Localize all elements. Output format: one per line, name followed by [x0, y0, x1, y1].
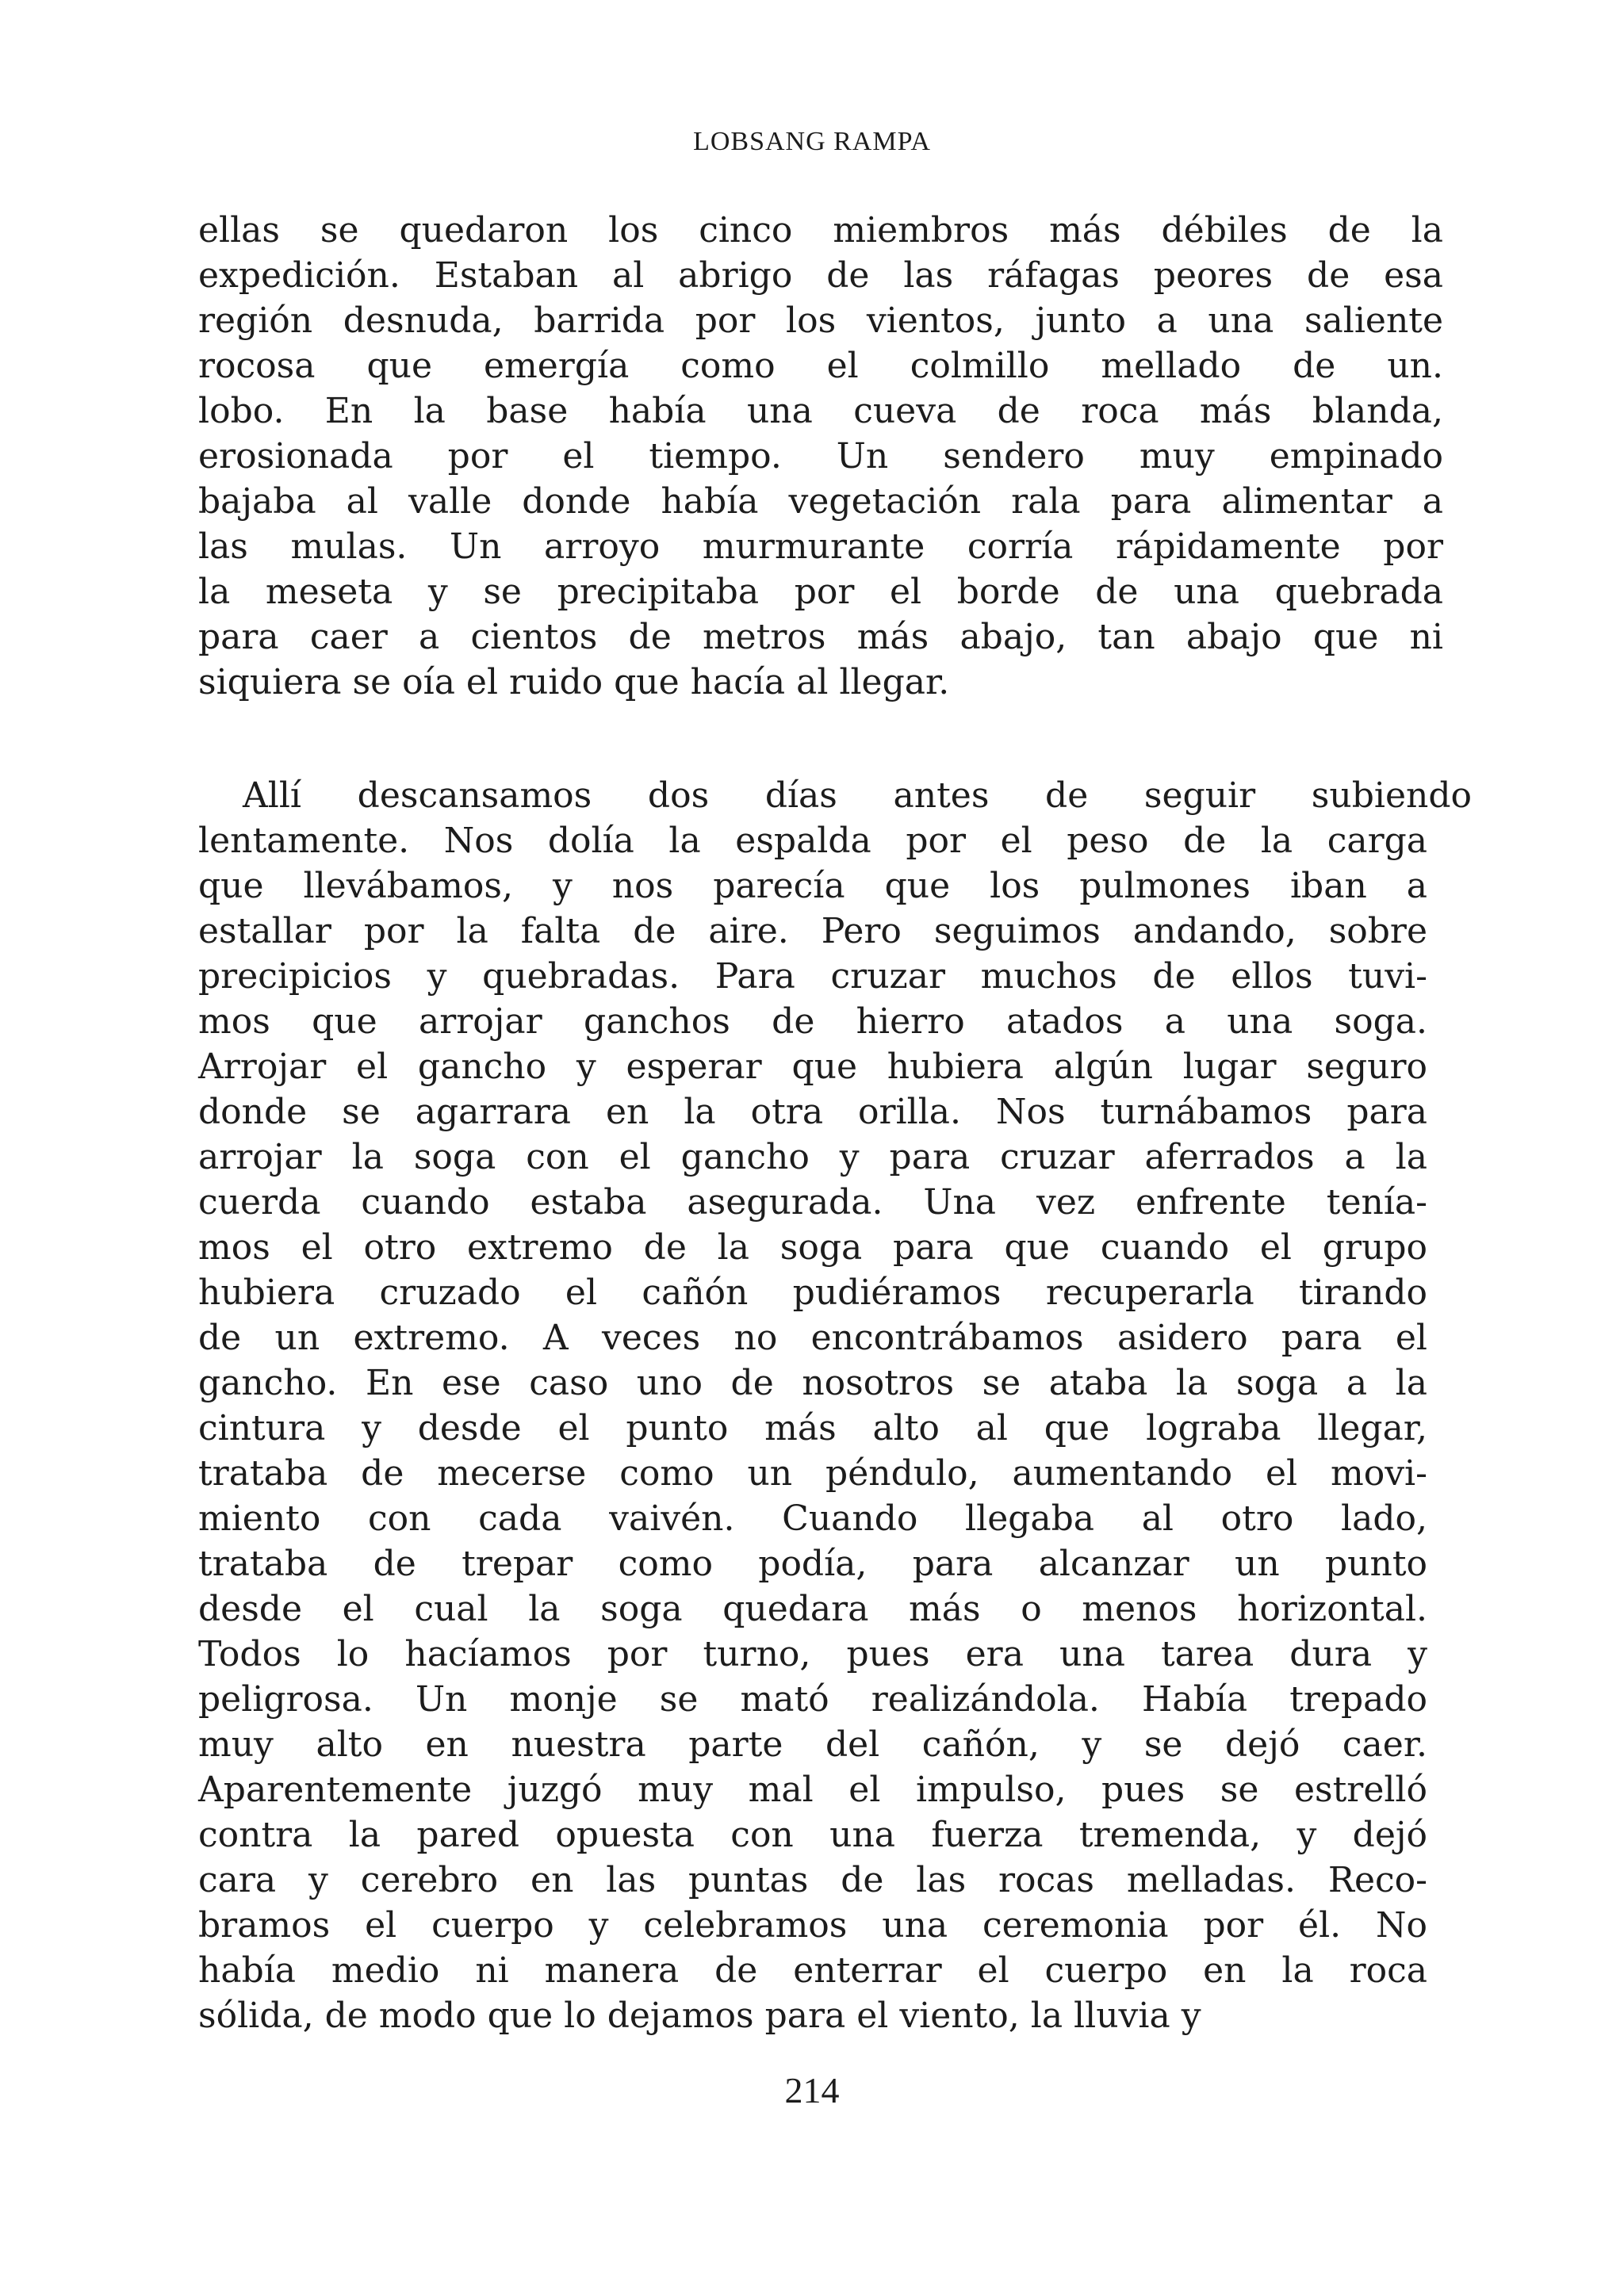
text-line: peligrosa. Un monje se mató realizándola. Había trepado: [198, 1679, 1427, 1720]
text-line: siquiera se oía el ruido que hacía al llegar.: [198, 662, 950, 702]
text-line: desde el cual la soga quedara más o menos horizontal.: [198, 1589, 1427, 1629]
text-line: rocosa que emergía como el colmillo mellado de un.: [198, 346, 1443, 386]
running-header: LOBSANG RAMPA: [693, 127, 931, 156]
text-line: para caer a cientos de metros más abajo, tan abajo que ni: [198, 617, 1443, 657]
paragraph: [198, 773, 1472, 2038]
text-line: lobo. En la base había una cueva de roca más blanda,: [198, 391, 1443, 431]
text-line: las mulas. Un arroyo murmurante corría rápidamente por: [198, 526, 1443, 567]
text-line: erosionada por el tiempo. Un sendero muy empinado: [198, 436, 1443, 476]
text-line: que llevábamos, y nos parecía que los pulmones iban a: [198, 866, 1427, 906]
text-line: cuerda cuando estaba asegurada. Una vez enfrente tenía-: [198, 1182, 1427, 1223]
text-line: cara y cerebro en las puntas de las rocas melladas. Reco-: [198, 1860, 1427, 1900]
text-line: Allí descansamos dos días antes de seguir subiendo: [243, 775, 1472, 816]
paragraph: [198, 208, 1443, 705]
page-body: [198, 208, 1472, 2038]
text-line: estallar por la falta de aire. Pero seguimos andando, sobre: [198, 911, 1427, 951]
text-line: trataba de mecerse como un péndulo, aumentando el movi-: [198, 1453, 1427, 1494]
text-line: lentamente. Nos dolía la espalda por el peso de la carga: [198, 821, 1427, 861]
text-line: hubiera cruzado el cañón pudiéramos recuperarla tirando: [198, 1272, 1427, 1313]
text-line: arrojar la soga con el gancho y para cruzar aferrados a la: [198, 1137, 1427, 1177]
text-line: gancho. En ese caso uno de nosotros se ataba la soga a la: [198, 1363, 1427, 1403]
text-line: mos que arrojar ganchos de hierro atados a una soga.: [198, 1001, 1427, 1042]
text-line: bramos el cuerpo y celebramos una ceremonia por él. No: [198, 1905, 1427, 1946]
page-number: 214: [784, 2070, 840, 2110]
text-line: contra la pared opuesta con una fuerza tremenda, y dejó: [198, 1815, 1427, 1855]
text-line: ellas se quedaron los cinco miembros más débiles de la: [198, 210, 1443, 251]
text-line: región desnuda, barrida por los vientos, junto a una saliente: [198, 300, 1443, 341]
text-line: Arrojar el gancho y esperar que hubiera algún lugar seguro: [198, 1047, 1427, 1087]
text-line: bajaba al valle donde había vegetación rala para alimentar a: [198, 481, 1443, 522]
paragraph-spacer: [198, 705, 1443, 773]
text-line: miento con cada vaivén. Cuando llegaba al otro lado,: [198, 1498, 1427, 1539]
text-line: mos el otro extremo de la soga para que cuando el grupo: [198, 1227, 1427, 1268]
text-line: Todos lo hacíamos por turno, pues era una tarea dura y: [198, 1634, 1427, 1674]
text-line: cintura y desde el punto más alto al que lograba llegar,: [198, 1408, 1427, 1448]
text-line: Aparentemente juzgó muy mal el impulso, pues se estrelló: [198, 1770, 1427, 1810]
text-line: sólida, de modo que lo dejamos para el viento, la lluvia y: [198, 1996, 1201, 2036]
text-line: muy alto en nuestra parte del cañón, y se dejó caer.: [198, 1724, 1427, 1765]
text-line: precipicios y quebradas. Para cruzar muchos de ellos tuvi-: [198, 956, 1427, 997]
text-line: la meseta y se precipitaba por el borde de una quebrada: [198, 572, 1443, 612]
text-line: de un extremo. A veces no encontrábamos asidero para el: [198, 1318, 1427, 1358]
text-line: expedición. Estaban al abrigo de las ráfagas peores de esa: [198, 255, 1443, 296]
text-line: donde se agarrara en la otra orilla. Nos turnábamos para: [198, 1092, 1427, 1132]
text-line: trataba de trepar como podía, para alcanzar un punto: [198, 1544, 1427, 1584]
text-line: había medio ni manera de enterrar el cuerpo en la roca: [198, 1950, 1427, 1991]
